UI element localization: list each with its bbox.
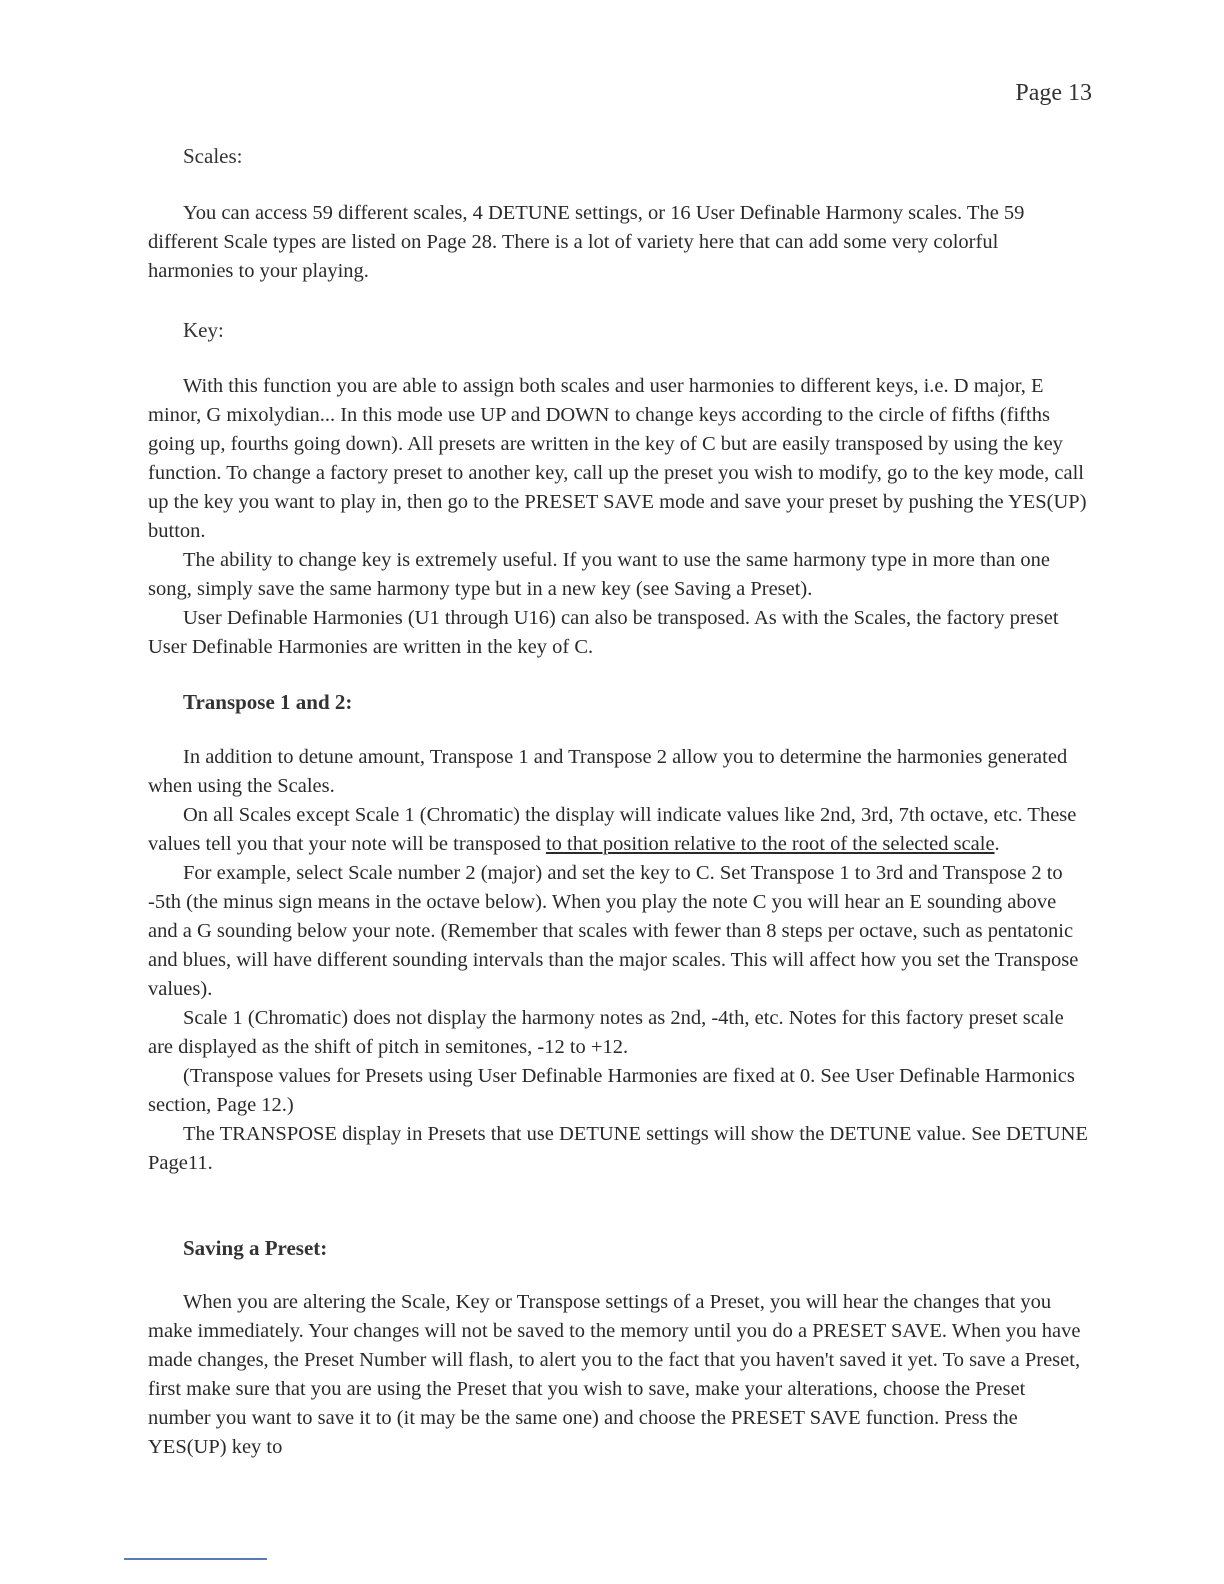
key-paragraph-2: The ability to change key is extremely useful. If you want to use the same harmony type in more than one song, simply save the same harmony type but in a new key (see Saving a Preset). <box>148 549 1051 600</box>
page-number: Page 13 <box>1015 80 1092 106</box>
transpose-p2-end: . <box>994 833 1000 855</box>
heading-scales: Scales: <box>183 144 243 168</box>
transpose-p2-underlined: to that position relative to the root of the selected scale <box>545 833 995 855</box>
heading-transpose: Transpose 1 and 2: <box>183 690 353 714</box>
section-key <box>148 318 1088 343</box>
scales-body <box>148 199 1088 286</box>
scales-paragraph-1: You can access 59 different scales, 4 DETUNE settings, or 16 User Definable Harmony scales. The 59 different Scale types are listed on Page 28. There is a lot of variety here that can add some very colorful harmonies to your playing. <box>148 202 1025 282</box>
transpose-paragraph-3: For example, select Scale number 2 (major) and set the key to C. Set Transpose 1 to 3rd and Transpose 2 to -5th (the minus sign means in the octave below). When you play the note C you will hear an E sounding above and a G sounding below your note. (Remember that scales with fewer than 8 steps per octave, such as pentatonic and blues, will have different sounding intervals than the major scales. This will affect how you set the Transpose values). <box>148 862 1079 1000</box>
transpose-p2-start: On all Scales except Scale 1 (Chromatic) the display will indicate values like 2nd, 3rd, 7th octave, etc. These values tell you that your note will be transposed <box>148 804 1077 855</box>
section-scales <box>148 144 1088 169</box>
transpose-paragraph-4: Scale 1 (Chromatic) does not display the harmony notes as 2nd, -4th, etc. Notes for this factory preset scale are displayed as the shift of pitch in semitones, -12 to +12. <box>148 1007 1064 1058</box>
saving-paragraph-1: When you are altering the Scale, Key or Transpose settings of a Preset, you will hear the changes that you make immediately. Your changes will not be saved to the memory until you do a PRESET SAVE. When you have made changes, the Preset Number will flash, to alert you to the fact that you haven't saved it yet. To save a Preset, first make sure that you are using the Preset that you wish to save, make your alterations, choose the Preset number you want to save it to (it may be the same one) and choose the PRESET SAVE function. Press the YES(UP) key to <box>148 1291 1081 1458</box>
heading-key: Key: <box>183 318 224 342</box>
section-saving <box>148 1236 1088 1261</box>
key-body <box>148 372 1088 662</box>
transpose-paragraph-6: The TRANSPOSE display in Presets that use DETUNE settings will show the DETUNE value. See DETUNE Page11. <box>148 1123 1088 1174</box>
transpose-body <box>148 743 1088 1178</box>
transpose-paragraph-5: (Transpose values for Presets using User Definable Harmonies are fixed at 0. See User Definable Harmonics section, Page 12.) <box>148 1065 1075 1116</box>
section-transpose <box>148 690 1088 715</box>
footer-rule <box>124 1558 267 1560</box>
transpose-paragraph-1: In addition to detune amount, Transpose 1 and Transpose 2 allow you to determine the harmonies generated when using the Scales. <box>148 746 1068 797</box>
heading-saving-preset: Saving a Preset: <box>183 1236 328 1260</box>
saving-body <box>148 1288 1088 1462</box>
transpose-paragraph-2 <box>148 801 1088 859</box>
key-paragraph-3: User Definable Harmonies (U1 through U16) can also be transposed. As with the Scales, the factory preset User Definable Harmonies are written in the key of C. <box>148 607 1059 658</box>
key-paragraph-1: With this function you are able to assign both scales and user harmonies to different keys, i.e. D major, E minor, G mixolydian... In this mode use UP and DOWN to change keys according to the circle of fifths (fifths going up, fourths going down). All presets are written in the key of C but are easily transposed by using the key function. To change a factory preset to another key, call up the preset you wish to modify, go to the key mode, call up the key you want to play in, then go to the PRESET SAVE mode and save your preset by pushing the YES(UP) button. <box>148 375 1087 542</box>
